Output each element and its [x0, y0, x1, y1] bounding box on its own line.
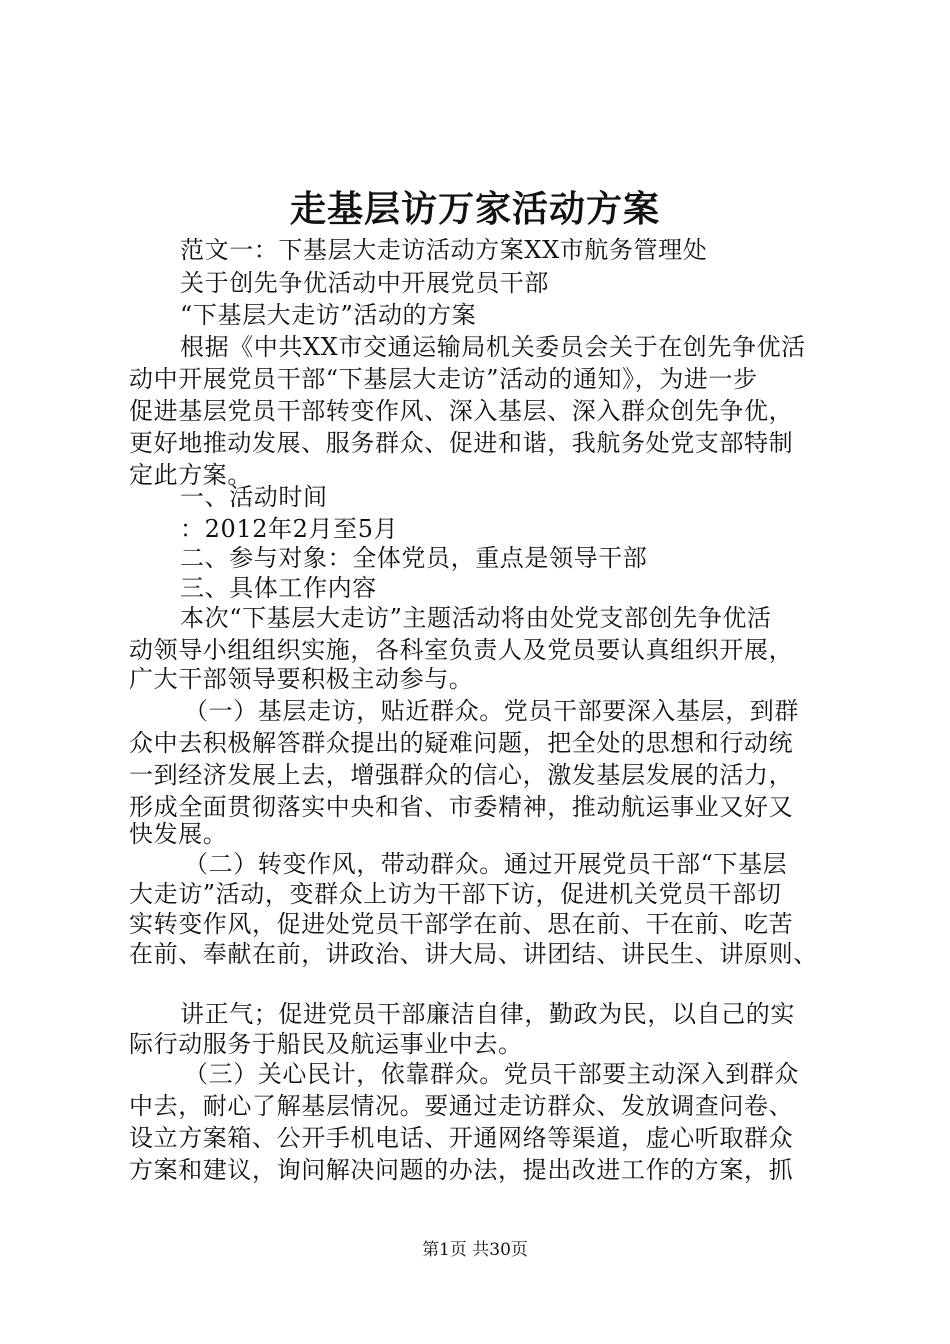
text-line: 促进基层党员干部转变作风、深入基层、深入群众创先争优，: [129, 397, 794, 425]
text-line: 范文一：下基层大走访活动方案XX市航务管理处: [180, 236, 708, 264]
page-number: 第1页 共30页: [422, 1240, 528, 1260]
text-line: 定此方案。: [129, 461, 252, 489]
text-line: （二）转变作风，带动群众。通过开展党员干部“下基层: [184, 850, 788, 878]
text-line: 讲正气；促进党员干部廉洁自律，勤政为民，以自己的实: [180, 1000, 795, 1028]
text-line: 设立方案箱、公开手机电话、开通网络等渠道，虚心听取群众: [129, 1124, 794, 1152]
text-line: 关于创先争优活动中开展党员干部: [180, 269, 549, 297]
text-line: 动领导小组组织实施，各科室负责人及党员要认真组织开展，: [129, 636, 794, 664]
text-line: ：2012年2月至5月: [180, 515, 399, 543]
text-line: 方案和建议，询问解决问题的办法，提出改进工作的方案，抓: [129, 1156, 794, 1184]
text-line: （三）关心民计，依靠群众。党员干部要主动深入到群众: [184, 1060, 799, 1088]
text-line: 际行动服务于船民及航运事业中去。: [129, 1030, 523, 1058]
document-title: 走基层访万家活动方案: [289, 188, 660, 230]
text-line: 在前、奉献在前，讲政治、讲大局、讲团结、讲民生、讲原则、: [129, 940, 818, 968]
text-line: 众中去积极解答群众提出的疑难问题，把全处的思想和行动统: [129, 729, 794, 757]
text-line: 实转变作风，促进处党员干部学在前、思在前、干在前、吃苦: [129, 910, 794, 938]
text-line: 中去，耐心了解基层情况。要通过走访群众、发放调查问卷、: [129, 1092, 794, 1120]
text-line: 快发展。: [129, 820, 228, 848]
text-line: 更好地推动发展、服务群众、促进和谐，我航务处党支部特制: [129, 429, 794, 457]
text-line: 广大干部领导要积极主动参与。: [129, 665, 474, 693]
text-line: 三、具体工作内容: [180, 574, 377, 602]
text-line: “下基层大走访”活动的方案: [180, 301, 477, 329]
text-line: 动中开展党员干部“下基层大走访”活动的通知》，为进一步: [129, 365, 758, 393]
text-line: 形成全面贯彻落实中央和省、市委精神，推动航运事业又好又: [129, 793, 794, 821]
text-line: 根据《中共XX市交通运输局机关委员会关于在创先争优活: [180, 333, 806, 361]
text-line: 一到经济发展上去，增强群众的信心，激发基层发展的活力，: [129, 761, 794, 789]
text-line: 一、活动时间: [180, 483, 328, 511]
text-line: 二、参与对象：全体党员，重点是领导干部: [180, 544, 648, 572]
text-line: 大走访”活动，变群众上访为干部下访，促进机关党员干部切: [129, 880, 782, 908]
text-line: 本次“下基层大走访”主题活动将由处党支部创先争优活: [180, 604, 772, 632]
text-line: （一）基层走访，贴近群众。党员干部要深入基层，到群: [184, 697, 799, 725]
